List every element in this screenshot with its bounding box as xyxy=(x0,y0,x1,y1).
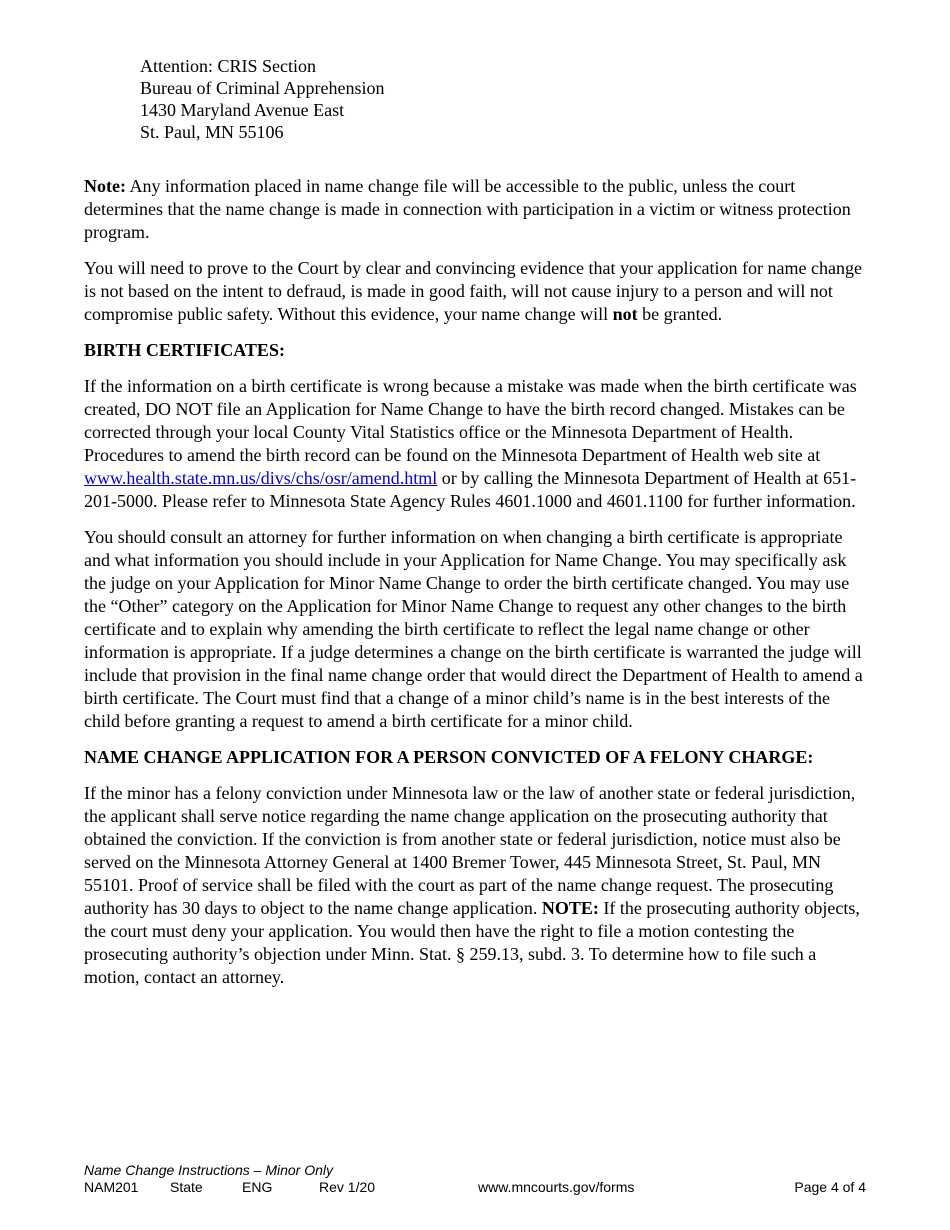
address-line-city: St. Paul, MN 55106 xyxy=(140,122,284,142)
note-label: Note: xyxy=(84,176,126,196)
footer-form-id: NAM201 xyxy=(84,1179,139,1195)
felony-text: If the minor has a felony conviction under Minnesota law or the law of another state or federal jurisdiction, the applicant shall serve notice regarding the name change application on the prosecuting authority that obtained the conviction. If the conviction is from another state or federal jurisdiction, notice must also be served on the Minnesota Attorney General at 1400 Bremer Tower, 445 Minnesota Street, St. Paul, MN 55101. Proof of service shall be filed with the court as part of the name change request. The prosecuting authority has 30 days to object to the name change application. xyxy=(84,783,856,918)
footer-form-title: Name Change Instructions – Minor Only xyxy=(84,1162,333,1178)
felony-heading: NAME CHANGE APPLICATION FOR A PERSON CONVICTED OF A FELONY CHARGE: xyxy=(84,747,814,767)
birth-certificates-heading: BIRTH CERTIFICATES: xyxy=(84,340,285,360)
document-body xyxy=(84,175,870,1002)
felony-note-label: NOTE: xyxy=(541,898,599,918)
felony-paragraph xyxy=(84,782,870,989)
note-text: Any information placed in name change file will be accessible to the public, unless the court determines that the name change is made in connection with participation in a victim or witness protection program. xyxy=(84,176,851,242)
evidence-emphasis: not xyxy=(612,304,638,324)
birth-certificates-paragraph-2: You should consult an attorney for further information on when changing a birth certificate is appropriate and what information you should include in your Application for Name Change. You may specifically ask the judge on your Application for Minor Name Change to order the birth certificate changed. You may use the “Other” category on the Application for Minor Name Change to request any other changes to the birth certificate and to explain why amending the birth certificate to reflect the legal name change or other information is appropriate. If a judge determines a change on the birth certificate is warranted the judge will include that provision in the final name change order that would direct the Department of Health to amend a birth certificate. The Court must find that a change of a minor child’s name is in the best interests of the child before granting a request to amend a birth certificate for a minor child. xyxy=(84,527,863,731)
page-footer xyxy=(84,1162,866,1196)
evidence-text: You will need to prove to the Court by clear and convincing evidence that your application for name change is not based on the intent to defraud, is made in good faith, will not cause injury to a person and will not compromise public safety. Without this evidence, your name change will xyxy=(84,258,862,324)
evidence-paragraph xyxy=(84,257,870,326)
footer-info-row xyxy=(84,1179,866,1196)
evidence-text-end: be granted. xyxy=(637,304,723,324)
birth-certificates-text-end: or by calling the Minnesota Department of Health at 651-201-5000. Please refer to Minnesota State Agency Rules 4601.1000 and 4601.1100 for further information. xyxy=(84,468,857,511)
footer-revision: Rev 1/20 xyxy=(319,1179,376,1195)
note-paragraph xyxy=(84,175,870,244)
birth-certificates-paragraph-1 xyxy=(84,375,870,513)
footer-url: www.mncourts.gov/forms xyxy=(478,1179,635,1195)
mailing-address xyxy=(140,55,384,143)
birth-certificates-text: If the information on a birth certificate is wrong because a mistake was made when the birth certificate was created, DO NOT file an Application for Name Change to have the birth record changed. Mistakes can be corrected through your local County Vital Statistics office or the Minnesota Department of Health. Procedures to amend the birth record can be found on the Minnesota Department of Health web site at xyxy=(84,376,857,465)
footer-state: State xyxy=(170,1179,203,1195)
address-line-attention: Attention: CRIS Section xyxy=(140,56,317,76)
footer-page-number: Page 4 of 4 xyxy=(794,1179,866,1195)
address-line-street: 1430 Maryland Avenue East xyxy=(140,100,345,120)
address-line-bureau: Bureau of Criminal Apprehension xyxy=(140,78,385,98)
health-dept-amend-link[interactable]: www.health.state.mn.us/divs/chs/osr/amend.html xyxy=(84,468,438,488)
footer-language: ENG xyxy=(242,1179,273,1195)
felony-text-end: If the prosecuting authority objects, the court must deny your application. You would then have the right to file a motion contesting the prosecuting authority’s objection under Minn. Stat. § 259.13, subd. 3. To determine how to file such a motion, contact an attorney. xyxy=(84,898,860,987)
